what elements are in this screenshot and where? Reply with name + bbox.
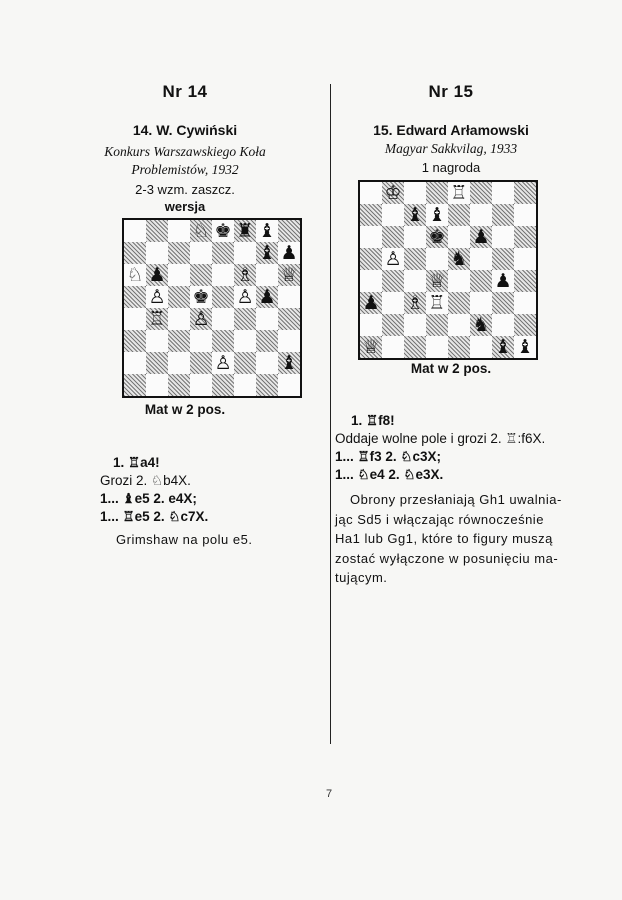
page-number: 7 xyxy=(326,788,333,800)
board-15-square xyxy=(404,226,426,248)
chess-piece-icon: ♘ xyxy=(192,219,210,242)
board-15-square xyxy=(360,182,382,204)
board-14-square xyxy=(146,374,168,396)
board-15-square xyxy=(514,248,536,270)
board-15-square xyxy=(404,314,426,336)
board-14-square xyxy=(168,220,190,242)
chess-piece-icon: ♜ xyxy=(236,219,254,242)
board-14-square xyxy=(234,220,256,242)
board-15-square xyxy=(382,204,404,226)
board-14-square xyxy=(146,352,168,374)
board-15-square xyxy=(404,270,426,292)
board-14-square xyxy=(124,286,146,308)
board-14-square xyxy=(256,352,278,374)
chess-piece-icon: ♞ xyxy=(472,313,490,336)
chess-piece-icon: ♗ xyxy=(236,263,254,286)
problem-14-source-1: Konkurs Warszawskiego Koła xyxy=(104,144,266,159)
chess-piece-icon: ♝ xyxy=(258,241,276,264)
problem-14-variation-2: 1... ♖e5 2. ♘c7X. xyxy=(100,509,209,524)
board-14-square xyxy=(234,264,256,286)
board-14-square xyxy=(168,330,190,352)
chess-piece-icon: ♟ xyxy=(494,269,512,292)
board-15-square xyxy=(470,248,492,270)
problem-15-key: 1. ♖f8! xyxy=(351,413,395,428)
board-14-square xyxy=(168,352,190,374)
chess-piece-icon: ♖ xyxy=(450,181,468,204)
board-14-square xyxy=(168,308,190,330)
board-14-square xyxy=(190,374,212,396)
board-15-square xyxy=(404,292,426,314)
board-15-square xyxy=(426,182,448,204)
chess-piece-icon: ♝ xyxy=(516,335,534,358)
problem-14-header: Nr 14 xyxy=(162,82,208,101)
board-15-square xyxy=(448,182,470,204)
board-14-square xyxy=(146,220,168,242)
board-15-square xyxy=(470,292,492,314)
board-14-square xyxy=(234,374,256,396)
board-14-square xyxy=(212,330,234,352)
board-14-square xyxy=(190,264,212,286)
board-15-square xyxy=(382,314,404,336)
board-15-square xyxy=(360,226,382,248)
board-14-square xyxy=(234,330,256,352)
board-14-square xyxy=(190,352,212,374)
board-14-square xyxy=(190,242,212,264)
board-15-square xyxy=(448,270,470,292)
board-14-square xyxy=(234,242,256,264)
board-14-square xyxy=(124,374,146,396)
chess-piece-icon: ♟ xyxy=(472,225,490,248)
board-14-square xyxy=(190,308,212,330)
board-15-square xyxy=(382,270,404,292)
board-15-square xyxy=(448,226,470,248)
board-15-square xyxy=(360,204,382,226)
chess-piece-icon: ♝ xyxy=(428,203,446,226)
chess-piece-icon: ♟ xyxy=(258,285,276,308)
board-14-square xyxy=(278,374,300,396)
board-15-square xyxy=(426,336,448,358)
problem-15-caption: Mat w 2 pos. xyxy=(410,361,492,376)
board-15-square xyxy=(514,204,536,226)
chess-piece-icon: ♟ xyxy=(280,241,298,264)
chess-piece-icon: ♟ xyxy=(148,263,166,286)
chess-piece-icon: ♝ xyxy=(494,335,512,358)
chess-piece-icon: ♙ xyxy=(236,285,254,308)
board-15-square xyxy=(404,248,426,270)
problem-14-variation-1: 1... ♝e5 2. e4X; xyxy=(100,491,197,506)
board-15-square xyxy=(470,182,492,204)
board-14-square xyxy=(124,330,146,352)
board-14-square xyxy=(146,286,168,308)
board-14-square xyxy=(278,242,300,264)
board-15-square xyxy=(426,226,448,248)
problem-14-key: 1. ♖a4! xyxy=(113,455,160,470)
board-14-square xyxy=(190,220,212,242)
chess-piece-icon: ♝ xyxy=(406,203,424,226)
chess-board-15 xyxy=(358,180,538,360)
problem-15-comment xyxy=(335,490,565,588)
board-14-square xyxy=(256,220,278,242)
problem-15-prize: 1 nagroda xyxy=(421,160,481,175)
board-15-square xyxy=(382,336,404,358)
problem-15-header: Nr 15 xyxy=(428,82,474,101)
board-14-square xyxy=(212,308,234,330)
board-15-square xyxy=(404,204,426,226)
board-15-square xyxy=(514,314,536,336)
problem-14-version: wersja xyxy=(164,199,206,214)
board-15-square xyxy=(492,204,514,226)
chess-piece-icon: ♞ xyxy=(450,247,468,270)
board-14-square xyxy=(168,374,190,396)
board-15-square xyxy=(492,182,514,204)
comment-line: tującym. xyxy=(335,570,388,585)
comment-line: jąc Sd5 i włączając równocześnie xyxy=(335,511,544,527)
board-14-square xyxy=(212,264,234,286)
comment-line: zostać wyłączone w posunięciu ma- xyxy=(335,550,559,566)
board-15-square xyxy=(470,314,492,336)
board-14-square xyxy=(278,352,300,374)
board-15-square xyxy=(360,336,382,358)
board-14-square xyxy=(234,352,256,374)
chess-board-14 xyxy=(122,218,302,398)
board-15-square xyxy=(514,292,536,314)
board-14-square xyxy=(212,352,234,374)
board-15-square xyxy=(360,314,382,336)
board-15-square xyxy=(404,336,426,358)
board-14-square xyxy=(168,242,190,264)
problem-14-comment: Grimshaw na polu e5. xyxy=(116,532,253,547)
problem-14-author: 14. W. Cywiński xyxy=(132,122,238,138)
board-15-square xyxy=(448,314,470,336)
chess-piece-icon: ♚ xyxy=(192,285,210,308)
board-14-square xyxy=(168,264,190,286)
board-15-square xyxy=(492,248,514,270)
board-14-square xyxy=(212,220,234,242)
chess-piece-icon: ♘ xyxy=(126,263,144,286)
board-15-square xyxy=(514,226,536,248)
problem-15-variation-1: 1... ♖f3 2. ♘c3X; xyxy=(335,449,441,464)
chess-piece-icon: ♙ xyxy=(148,285,166,308)
problem-14-caption: Mat w 2 pos. xyxy=(144,402,226,417)
board-15-square xyxy=(448,204,470,226)
board-15-square xyxy=(470,336,492,358)
board-14-square xyxy=(212,286,234,308)
comment-line: Obrony przesłaniają Gh1 uwalnia- xyxy=(350,492,562,507)
board-15-square xyxy=(426,204,448,226)
board-15-square xyxy=(360,248,382,270)
board-14-square xyxy=(234,286,256,308)
board-14-square xyxy=(168,286,190,308)
board-14-square xyxy=(256,242,278,264)
board-14-square xyxy=(256,330,278,352)
board-15-square xyxy=(470,270,492,292)
board-14-square xyxy=(234,308,256,330)
board-15-square xyxy=(426,248,448,270)
board-15-square xyxy=(382,248,404,270)
board-15-square xyxy=(382,292,404,314)
chess-piece-icon: ♙ xyxy=(384,247,402,270)
board-14-square xyxy=(256,308,278,330)
board-15-square xyxy=(470,204,492,226)
board-14-square xyxy=(146,242,168,264)
problem-15-threat: Oddaje wolne pole i grozi 2. ♖:f6X. xyxy=(335,431,546,446)
board-14-square xyxy=(146,308,168,330)
chess-piece-icon: ♕ xyxy=(428,269,446,292)
board-15-square xyxy=(448,336,470,358)
board-14-square xyxy=(278,220,300,242)
chess-piece-icon: ♖ xyxy=(148,307,166,330)
board-15-square xyxy=(514,336,536,358)
board-15-square xyxy=(404,182,426,204)
board-15-square xyxy=(492,226,514,248)
board-15-square xyxy=(514,270,536,292)
board-14-square xyxy=(146,264,168,286)
problem-14-threat: Grozi 2. ♘b4X. xyxy=(100,473,191,488)
board-15-square xyxy=(360,270,382,292)
problem-15-author: 15. Edward Arłamowski xyxy=(373,122,529,138)
board-14-square xyxy=(278,264,300,286)
chess-piece-icon: ♙ xyxy=(192,307,210,330)
problem-14-source-2: Problemistów, 1932 xyxy=(131,162,239,177)
board-15-square xyxy=(360,292,382,314)
board-15-square xyxy=(426,292,448,314)
board-14-square xyxy=(212,374,234,396)
problem-15-variation-2: 1... ♘e4 2. ♘e3X. xyxy=(335,467,444,482)
board-15-square xyxy=(470,226,492,248)
board-14-square xyxy=(278,308,300,330)
board-14-square xyxy=(256,264,278,286)
chess-piece-icon: ♗ xyxy=(406,291,424,314)
problem-14-note: 2-3 wzm. zaszcz. xyxy=(135,182,235,197)
chess-piece-icon: ♕ xyxy=(280,263,298,286)
board-15-square xyxy=(492,292,514,314)
chess-piece-icon: ♕ xyxy=(362,335,380,358)
comment-line: Ha1 lub Gg1, które to figury muszą xyxy=(335,531,553,546)
board-15-square xyxy=(382,226,404,248)
chess-piece-icon: ♙ xyxy=(214,351,232,374)
board-15-square xyxy=(492,336,514,358)
board-14-square xyxy=(124,264,146,286)
board-14-square xyxy=(124,220,146,242)
chess-piece-icon: ♝ xyxy=(258,219,276,242)
chess-piece-icon: ♔ xyxy=(384,181,402,204)
board-15-square xyxy=(492,270,514,292)
board-14-square xyxy=(212,242,234,264)
column-divider xyxy=(330,84,331,744)
board-14-square xyxy=(256,374,278,396)
chess-piece-icon: ♝ xyxy=(280,351,298,374)
board-14-square xyxy=(278,330,300,352)
board-15-square xyxy=(448,248,470,270)
chess-piece-icon: ♚ xyxy=(428,225,446,248)
board-14-square xyxy=(146,330,168,352)
board-14-square xyxy=(278,286,300,308)
problem-15-source: Magyar Sakkvilag, 1933 xyxy=(384,141,518,156)
board-15-square xyxy=(426,270,448,292)
board-14-square xyxy=(124,352,146,374)
board-14-square xyxy=(190,286,212,308)
chess-piece-icon: ♟ xyxy=(362,291,380,314)
board-15-square xyxy=(426,314,448,336)
board-15-square xyxy=(514,182,536,204)
board-14-square xyxy=(256,286,278,308)
board-14-square xyxy=(190,330,212,352)
board-15-square xyxy=(492,314,514,336)
board-14-square xyxy=(124,242,146,264)
board-15-square xyxy=(448,292,470,314)
chess-piece-icon: ♖ xyxy=(428,291,446,314)
chess-piece-icon: ♚ xyxy=(214,219,232,242)
board-14-square xyxy=(124,308,146,330)
board-15-square xyxy=(382,182,404,204)
